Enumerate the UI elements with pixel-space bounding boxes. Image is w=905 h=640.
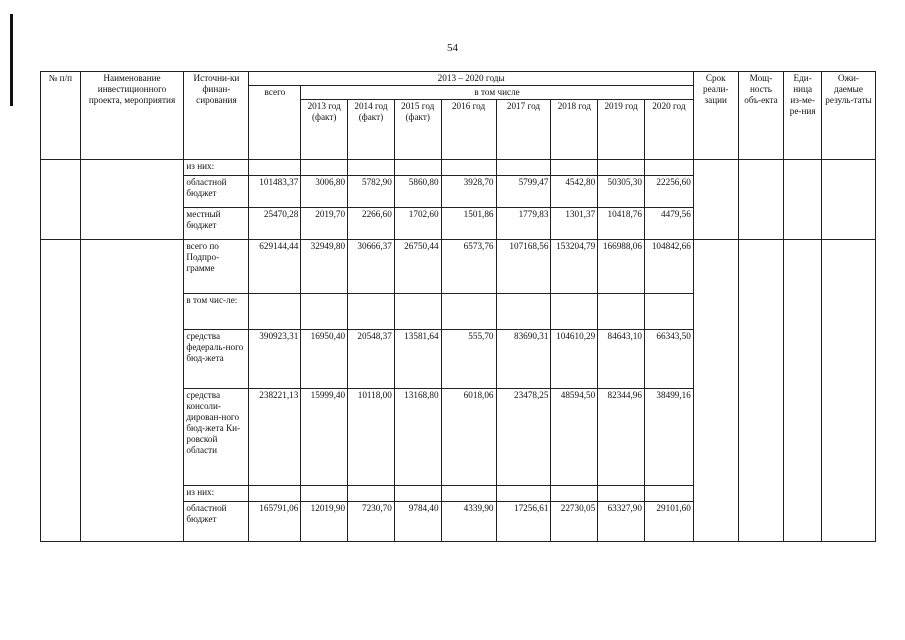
funding-source-cell: средства федераль-ного бюд-жета [184,330,249,389]
funding-source-cell: областной бюджет [184,176,249,208]
header-capacity: Мощ-ность объ-екта [738,72,784,160]
year-value-cell: 1702,60 [394,208,441,240]
page-number: 54 [447,42,458,54]
funding-source-cell: средства консоли-дирован-ного бюд-жета Ки-ровской области [184,389,249,486]
year-value-cell: 107168,56 [496,240,551,294]
year-value-cell: 84643,10 [598,330,645,389]
table-row [41,160,876,176]
year-value-cell: 17256,61 [496,502,551,542]
year-value-cell [301,486,348,502]
total-value-cell [249,294,301,330]
year-value-cell: 12019,90 [301,502,348,542]
header-year-2018: 2018 год [551,100,598,160]
total-value-cell: 629144,44 [249,240,301,294]
year-value-cell: 1501,86 [441,208,496,240]
funding-source-cell: областной бюджет [184,502,249,542]
year-value-cell: 3006,80 [301,176,348,208]
header-year-2013: 2013 год (факт) [301,100,348,160]
year-value-cell [598,486,645,502]
year-value-cell: 4339,90 [441,502,496,542]
total-value-cell: 238221,13 [249,389,301,486]
year-value-cell: 13168,80 [394,389,441,486]
year-value-cell: 7230,70 [348,502,395,542]
year-value-cell: 22256,60 [644,176,693,208]
year-value-cell [441,486,496,502]
margin-bar [10,14,13,106]
header-project-name: Наименование инвестиционного проекта, мероприятия [80,72,184,160]
year-value-cell [551,160,598,176]
year-value-cell: 15999,40 [301,389,348,486]
year-value-cell [348,486,395,502]
group-capacity-cell [738,240,784,542]
year-value-cell: 26750,44 [394,240,441,294]
header-year-2020: 2020 год [644,100,693,160]
year-value-cell: 104610,29 [551,330,598,389]
year-value-cell: 13581,64 [394,330,441,389]
header-year-2016: 2016 год [441,100,496,160]
year-value-cell [394,294,441,330]
year-value-cell: 1779,83 [496,208,551,240]
year-value-cell: 38499,16 [644,389,693,486]
year-value-cell [348,160,395,176]
group-name-cell [80,240,184,542]
year-value-cell: 32949,80 [301,240,348,294]
year-value-cell: 3928,70 [441,176,496,208]
group-capacity-cell [738,160,784,240]
header-year-2019: 2019 год [598,100,645,160]
header-period: 2013 – 2020 годы [249,72,693,86]
year-value-cell: 6018,06 [441,389,496,486]
year-value-cell [301,160,348,176]
year-value-cell: 83690,31 [496,330,551,389]
group-name-cell [80,160,184,240]
header-year-2017: 2017 год [496,100,551,160]
total-value-cell [249,160,301,176]
year-value-cell: 4479,56 [644,208,693,240]
year-value-cell [301,294,348,330]
year-value-cell [496,294,551,330]
total-value-cell: 165791,06 [249,502,301,542]
year-value-cell: 166988,06 [598,240,645,294]
group-num-cell [41,160,81,240]
header-results: Ожи-даемые резуль-таты [821,72,875,160]
year-value-cell: 63327,90 [598,502,645,542]
group-term-cell [693,240,738,542]
financing-table [40,71,876,542]
year-value-cell: 30666,37 [348,240,395,294]
year-value-cell: 10418,76 [598,208,645,240]
year-value-cell: 23478,25 [496,389,551,486]
header-num: № п/п [41,72,81,160]
group-term-cell [693,160,738,240]
header-total: всего [249,86,301,160]
year-value-cell: 6573,76 [441,240,496,294]
header-term: Срок реали-зации [693,72,738,160]
year-value-cell [496,160,551,176]
year-value-cell: 104842,66 [644,240,693,294]
year-value-cell [348,294,395,330]
year-value-cell [394,160,441,176]
group-results-cell [821,160,875,240]
year-value-cell: 5860,80 [394,176,441,208]
header-funding-source: Источни-ки финан-сирования [184,72,249,160]
header-including: в том числе [301,86,694,100]
total-value-cell [249,486,301,502]
year-value-cell: 9784,40 [394,502,441,542]
year-value-cell: 5799,47 [496,176,551,208]
funding-source-cell: в том чис-ле: [184,294,249,330]
group-unit-cell [784,240,822,542]
year-value-cell [551,486,598,502]
year-value-cell [644,160,693,176]
group-num-cell [41,240,81,542]
year-value-cell [441,294,496,330]
year-value-cell: 153204,79 [551,240,598,294]
year-value-cell: 29101,60 [644,502,693,542]
year-value-cell: 5782,90 [348,176,395,208]
year-value-cell: 555,70 [441,330,496,389]
year-value-cell: 82344,96 [598,389,645,486]
year-value-cell [441,160,496,176]
year-value-cell [551,294,598,330]
year-value-cell: 2266,60 [348,208,395,240]
funding-source-cell: местный бюджет [184,208,249,240]
group-unit-cell [784,160,822,240]
year-value-cell: 1301,37 [551,208,598,240]
total-value-cell: 25470,28 [249,208,301,240]
year-value-cell: 48594,50 [551,389,598,486]
year-value-cell [644,486,693,502]
group-results-cell [821,240,875,542]
year-value-cell: 4542,80 [551,176,598,208]
year-value-cell: 50305,30 [598,176,645,208]
year-value-cell: 66343,50 [644,330,693,389]
year-value-cell: 20548,37 [348,330,395,389]
year-value-cell: 2019,70 [301,208,348,240]
year-value-cell [496,486,551,502]
header-year-2014: 2014 год (факт) [348,100,395,160]
header-unit: Еди-ница из-ме-ре-ния [784,72,822,160]
total-value-cell: 390923,31 [249,330,301,389]
funding-source-cell: всего по Подпро-грамме [184,240,249,294]
header-year-2015: 2015 год (факт) [394,100,441,160]
funding-source-cell: из них: [184,486,249,502]
year-value-cell [644,294,693,330]
year-value-cell [394,486,441,502]
funding-source-cell: из них: [184,160,249,176]
year-value-cell: 22730,05 [551,502,598,542]
year-value-cell: 16950,40 [301,330,348,389]
total-value-cell: 101483,37 [249,176,301,208]
year-value-cell: 10118,00 [348,389,395,486]
year-value-cell [598,294,645,330]
table-row [41,240,876,294]
year-value-cell [598,160,645,176]
